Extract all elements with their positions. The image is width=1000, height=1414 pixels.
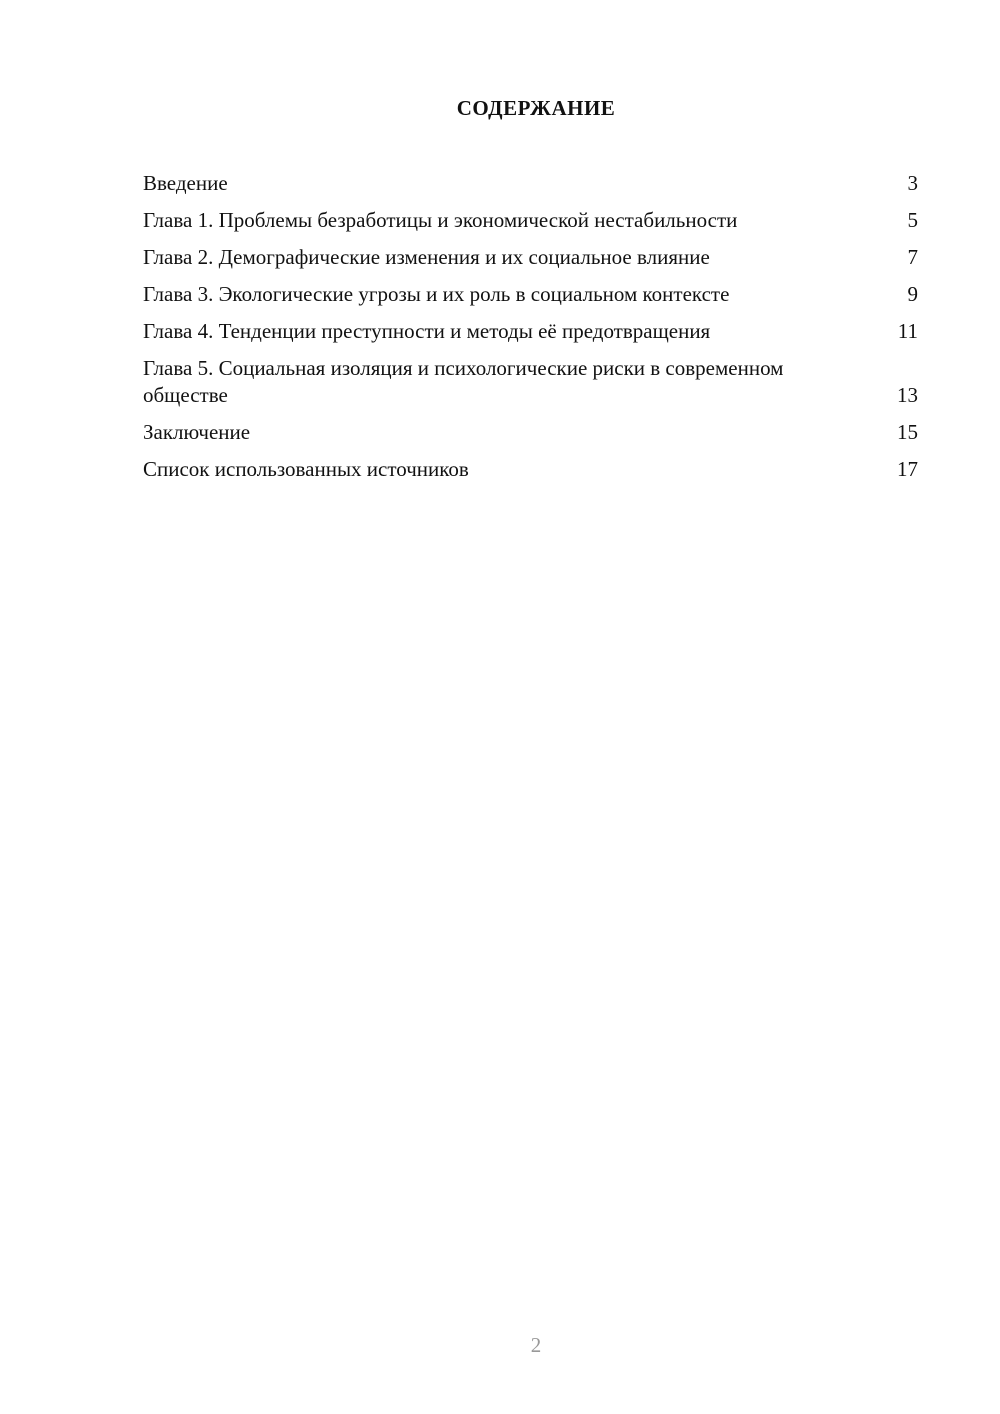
toc-entry-page: 17 bbox=[897, 457, 918, 481]
toc-entry-label: Глава 3. Экологические угрозы и их роль в социальном контексте bbox=[143, 282, 730, 306]
toc-entry-references bbox=[143, 456, 918, 483]
toc-entry-conclusion bbox=[143, 419, 918, 446]
toc-entry-label: Список использованных источников bbox=[143, 457, 469, 481]
toc-entry-label: Глава 2. Демографические изменения и их социальное влияние bbox=[143, 245, 710, 269]
toc-entry-chapter-4 bbox=[143, 318, 918, 345]
page-title: СОДЕРЖАНИЕ bbox=[456, 96, 616, 120]
toc-entry-chapter-5 bbox=[143, 355, 918, 409]
toc-entry-introduction bbox=[143, 170, 918, 197]
toc-entry-page: 9 bbox=[907, 282, 918, 306]
table-of-contents bbox=[143, 170, 918, 493]
toc-entry-label: Введение bbox=[143, 171, 228, 195]
toc-entry-label: Глава 4. Тенденции преступности и методы её предотвращения bbox=[143, 319, 711, 343]
page-number: 2 bbox=[530, 1333, 542, 1357]
toc-entry-page: 15 bbox=[897, 420, 918, 444]
toc-entry-chapter-1 bbox=[143, 207, 918, 234]
toc-entry-page: 3 bbox=[907, 171, 918, 195]
toc-entry-page: 13 bbox=[897, 383, 918, 407]
toc-entry-label: Заключение bbox=[143, 420, 251, 444]
toc-entry-chapter-2 bbox=[143, 244, 918, 271]
toc-entry-page: 5 bbox=[907, 208, 918, 232]
toc-entry-page: 7 bbox=[907, 245, 918, 269]
toc-entry-chapter-3 bbox=[143, 281, 918, 308]
toc-entry-page: 11 bbox=[897, 319, 918, 343]
toc-entry-label: Глава 1. Проблемы безработицы и экономической нестабильности bbox=[143, 208, 738, 232]
toc-entry-label: Глава 5. Социальная изоляция и психологические риски в современном обществе bbox=[143, 356, 784, 407]
